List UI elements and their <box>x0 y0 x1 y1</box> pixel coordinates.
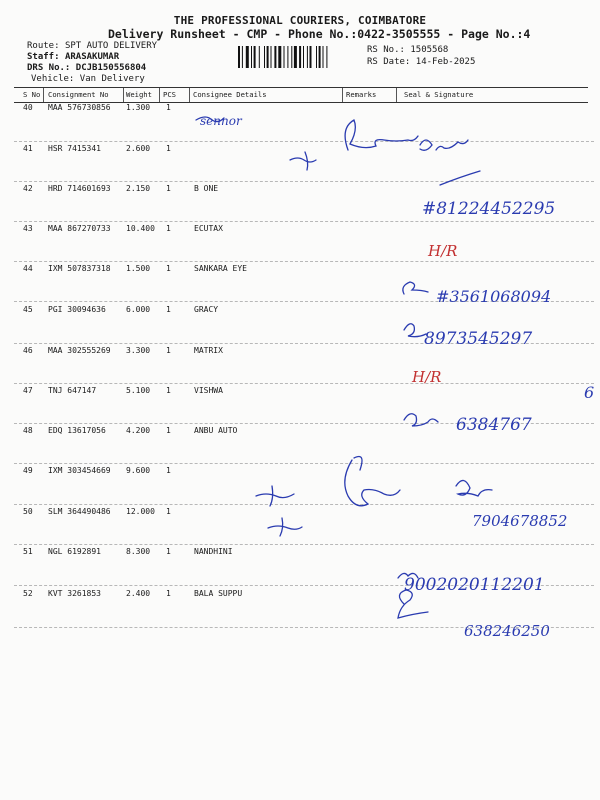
route-label: Route: <box>27 41 60 51</box>
cell-weight: 2.150 <box>126 184 151 193</box>
handwritten-hr-mark: H/R <box>428 242 458 260</box>
barcode-bar <box>271 46 272 68</box>
drs-value: DCJB150556804 <box>75 63 147 73</box>
barcode-bar <box>307 46 308 68</box>
handwritten-hr-mark: H/R <box>412 368 442 386</box>
cell-consignment-no: HRD 714601693 <box>48 184 111 193</box>
cell-pcs: 1 <box>166 264 171 273</box>
cell-consignment-no: MAA 867270733 <box>48 224 111 233</box>
barcode-bar <box>251 46 252 68</box>
cell-weight: 12.000 <box>126 507 155 516</box>
barcode-bar <box>259 46 260 68</box>
runsheet-title: Delivery Runsheet - CMP - Phone No.:0422-3505555 - Page No.:4 <box>108 27 531 41</box>
row-divider <box>14 383 594 384</box>
cell-weight: 3.300 <box>126 346 151 355</box>
col-divider <box>342 88 343 102</box>
cell-pcs: 1 <box>166 426 171 435</box>
barcode-bar <box>242 46 243 68</box>
vehicle-line <box>31 74 145 84</box>
rs-date-value: 14-Feb-2025 <box>415 57 476 67</box>
col-divider <box>159 88 160 102</box>
cell-sno: 46 <box>23 346 33 355</box>
row-divider <box>14 627 594 628</box>
row-divider <box>14 181 594 182</box>
row-divider <box>14 585 594 586</box>
cell-weight: 1.500 <box>126 264 151 273</box>
barcode-bar <box>284 46 285 68</box>
barcode-bar <box>303 46 304 68</box>
company-name: THE PROFESSIONAL COURIERS, COIMBATORE <box>173 14 427 27</box>
cell-consignee: NANDHINI <box>194 547 233 556</box>
rs-no-label: RS No.: <box>367 45 405 55</box>
col-divider <box>123 88 124 102</box>
cell-sno: 41 <box>23 144 33 153</box>
vehicle-label: Vehicle: <box>31 74 75 84</box>
cell-consignment-no: MAA 302555269 <box>48 346 111 355</box>
barcode-bar <box>238 46 240 68</box>
cell-sno: 45 <box>23 305 33 314</box>
drs-line <box>27 63 146 73</box>
staff-value: ARASAKUMAR <box>64 52 120 62</box>
handwritten-note: #81224452295 <box>422 199 556 219</box>
cell-pcs: 1 <box>166 507 171 516</box>
barcode-bar <box>287 46 288 68</box>
table-row <box>0 507 600 527</box>
row-divider <box>14 221 594 222</box>
cell-consignee: SANKARA EYE <box>194 264 247 273</box>
handwritten-note: sennor <box>200 114 242 128</box>
cell-consignee: GRACY <box>194 305 219 314</box>
cell-consignee: BALA SUPPU <box>194 589 243 598</box>
cell-weight: 2.400 <box>126 589 151 598</box>
row-divider <box>14 301 594 302</box>
cell-consignment-no: IXM 303454669 <box>48 466 111 475</box>
barcode-bar <box>246 46 249 68</box>
handwritten-note: 8973545297 <box>424 329 533 349</box>
cell-pcs: 1 <box>166 346 171 355</box>
barcode-bar <box>267 46 269 68</box>
table-row <box>0 224 600 244</box>
cell-consignee: MATRIX <box>194 346 223 355</box>
barcode-bar <box>326 46 327 68</box>
cell-pcs: 1 <box>166 589 171 598</box>
barcode-bar <box>278 46 281 68</box>
table-row <box>0 103 600 123</box>
cell-consignment-no: KVT 3261853 <box>48 589 101 598</box>
signature-stroke <box>398 573 418 578</box>
cell-pcs: 1 <box>166 144 171 153</box>
barcode-bar <box>310 46 312 68</box>
header-top-rule <box>14 87 588 88</box>
cell-consignment-no: IXM 507837318 <box>48 264 111 273</box>
cell-weight: 8.300 <box>126 547 151 556</box>
table-row <box>0 426 600 446</box>
cell-sno: 47 <box>23 386 33 395</box>
signature-stroke <box>404 414 438 426</box>
table-row <box>0 184 600 204</box>
cell-sno: 49 <box>23 466 33 475</box>
table-row <box>0 144 600 164</box>
barcode-bar <box>319 46 321 68</box>
table-row <box>0 346 600 366</box>
handwritten-note: 7904678852 <box>472 512 568 530</box>
row-divider <box>14 504 594 505</box>
handwritten-note: 638246250 <box>464 622 550 640</box>
cell-sno: 43 <box>23 224 33 233</box>
table-row <box>0 466 600 486</box>
cell-consignment-no: MAA 576730856 <box>48 103 111 112</box>
cell-weight: 5.100 <box>126 386 151 395</box>
table-row <box>0 264 600 284</box>
cell-sno: 50 <box>23 507 33 516</box>
cell-pcs: 1 <box>166 547 171 556</box>
cell-consignment-no: HSR 7415341 <box>48 144 101 153</box>
rs-date-line <box>367 57 475 67</box>
col-divider <box>189 88 190 102</box>
table-row <box>0 547 600 567</box>
cell-consignee: ECUTAX <box>194 224 223 233</box>
cell-consignment-no: NGL 6192891 <box>48 547 101 556</box>
cell-pcs: 1 <box>166 386 171 395</box>
handwritten-note: 9002020112201 <box>404 575 545 595</box>
col-pcs: PCS <box>163 90 176 99</box>
signature-stroke <box>404 324 426 337</box>
cell-consignment-no: SLM 364490486 <box>48 507 111 516</box>
barcode-bar <box>323 46 324 68</box>
row-divider <box>14 343 594 344</box>
row-divider <box>14 423 594 424</box>
cell-sno: 40 <box>23 103 33 112</box>
rs-no-line <box>367 45 448 55</box>
col-divider <box>43 88 44 102</box>
barcode-bar <box>294 46 297 68</box>
cell-sno: 51 <box>23 547 33 556</box>
cell-sno: 52 <box>23 589 33 598</box>
cell-weight: 9.600 <box>126 466 151 475</box>
cell-pcs: 1 <box>166 466 171 475</box>
table-row <box>0 589 600 609</box>
cell-consignee: ANBU AUTO <box>194 426 238 435</box>
cell-weight: 10.400 <box>126 224 155 233</box>
table-row <box>0 305 600 325</box>
cell-consignment-no: EDQ 13617056 <box>48 426 106 435</box>
row-divider <box>14 463 594 464</box>
barcode-bar <box>299 46 301 68</box>
cell-weight: 2.600 <box>126 144 151 153</box>
barcode-bar <box>291 46 292 68</box>
col-weight: Weight <box>126 90 152 99</box>
signature-stroke <box>256 486 294 506</box>
staff-line <box>27 52 119 62</box>
row-divider <box>14 544 594 545</box>
cell-pcs: 1 <box>166 224 171 233</box>
col-seal: Seal & Signature <box>404 90 474 99</box>
barcode-bar <box>316 46 317 68</box>
col-consignee: Consignee Details <box>193 90 267 99</box>
cell-pcs: 1 <box>166 184 171 193</box>
barcode-bar <box>264 46 265 68</box>
cell-consignment-no: TNJ 647147 <box>48 386 97 395</box>
col-sno: S No <box>23 90 41 99</box>
vehicle-value: Van Delivery <box>79 74 145 84</box>
col-remarks: Remarks <box>346 90 377 99</box>
route-line <box>27 41 157 51</box>
cell-weight: 4.200 <box>126 426 151 435</box>
cell-weight: 1.300 <box>126 103 151 112</box>
col-divider <box>396 88 397 102</box>
cell-sno: 48 <box>23 426 33 435</box>
cell-weight: 6.000 <box>126 305 151 314</box>
cell-pcs: 1 <box>166 305 171 314</box>
handwritten-note: #3561068094 <box>436 287 552 306</box>
cell-consignee: B ONE <box>194 184 219 193</box>
col-consignment: Consignment No <box>48 90 109 99</box>
table-row <box>0 386 600 406</box>
barcode <box>238 46 360 68</box>
staff-label: Staff: <box>27 52 60 62</box>
signature-stroke <box>440 171 480 185</box>
barcode-bar <box>274 46 276 68</box>
rs-no-value: 1505568 <box>410 45 449 55</box>
cell-pcs: 1 <box>166 103 171 112</box>
drs-label: DRS No.: <box>27 63 71 73</box>
route-value: SPT AUTO DELIVERY <box>64 41 158 51</box>
cell-sno: 44 <box>23 264 33 273</box>
barcode-bar <box>254 46 256 68</box>
cell-sno: 42 <box>23 184 33 193</box>
row-divider <box>14 141 594 142</box>
row-divider <box>14 261 594 262</box>
cell-consignee: VISHWA <box>194 386 223 395</box>
cell-consignment-no: PGI 30094636 <box>48 305 106 314</box>
handwritten-note: 6384767 <box>456 415 532 435</box>
rs-date-label: RS Date: <box>367 57 411 67</box>
handwritten-note: 6 <box>584 383 595 402</box>
